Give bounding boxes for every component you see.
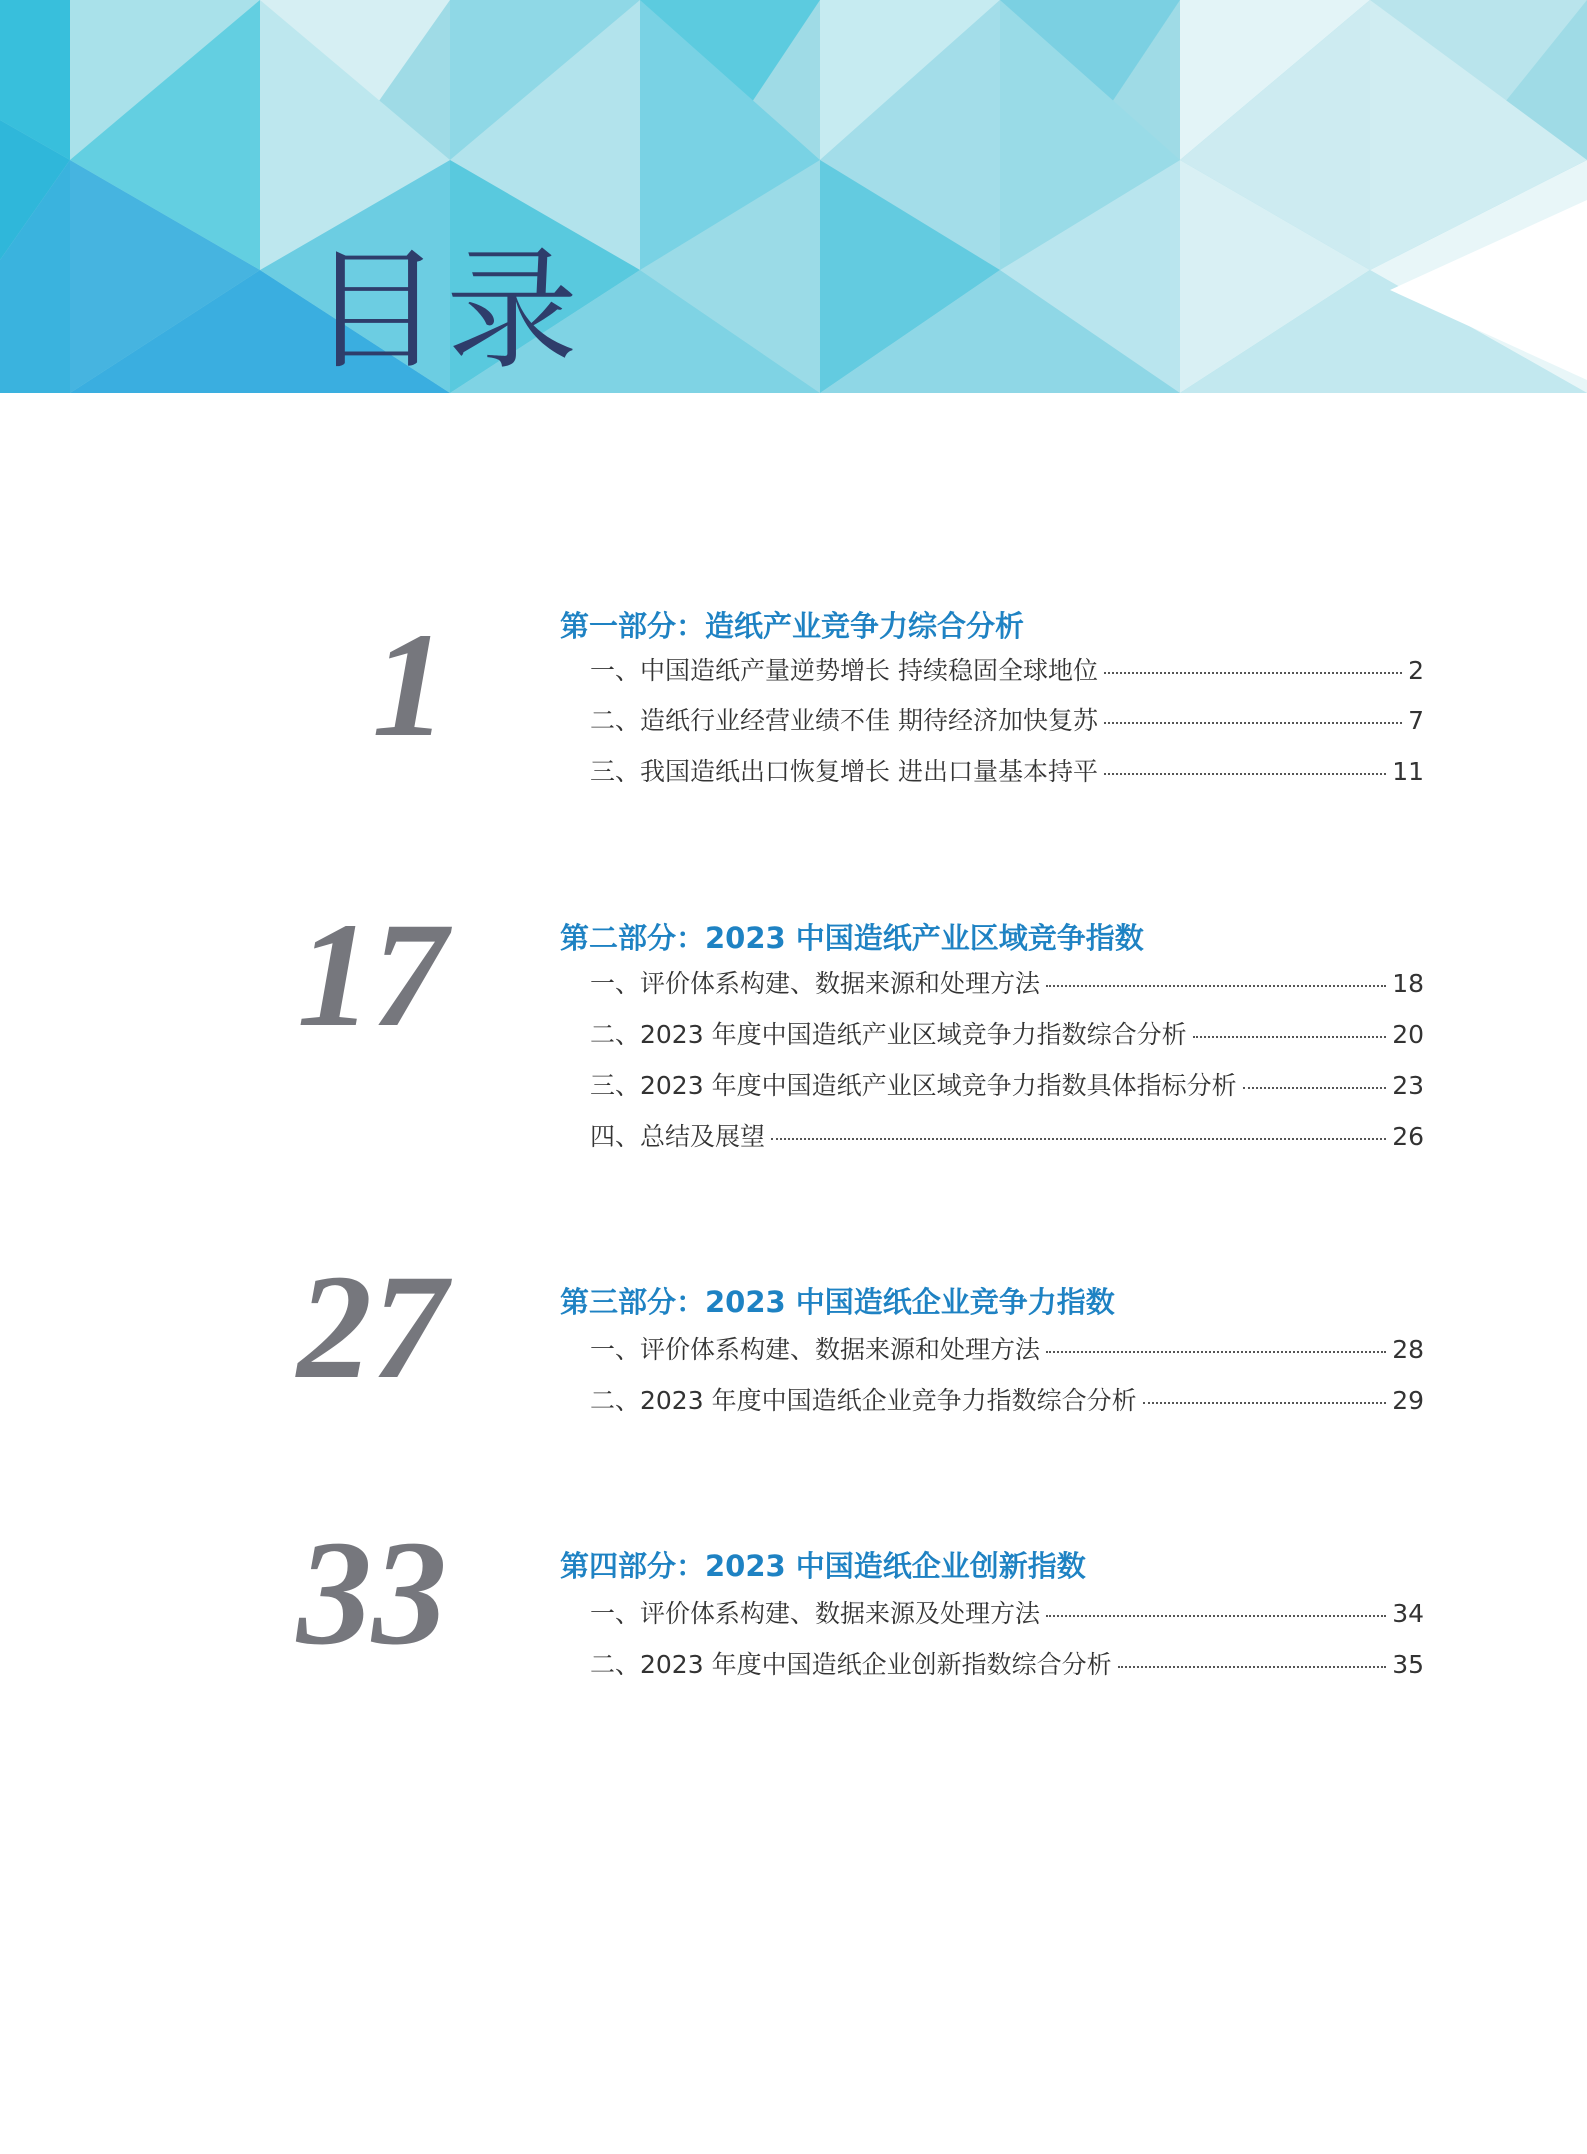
- dot-leader: [1104, 773, 1386, 775]
- section-title[interactable]: 第三部分：2023 中国造纸企业竞争力指数: [560, 1285, 1115, 1319]
- toc-page-number: 29: [1392, 1386, 1424, 1415]
- toc-entry[interactable]: [590, 752, 1424, 792]
- toc-entry[interactable]: [590, 651, 1424, 691]
- toc-entry-text: 二、2023 年度中国造纸产业区域竞争力指数综合分析: [590, 1020, 1187, 1049]
- toc-entry-text: 一、评价体系构建、数据来源和处理方法: [590, 1335, 1041, 1364]
- toc-page-number: 7: [1408, 706, 1424, 735]
- toc-page-number: 26: [1392, 1122, 1424, 1151]
- toc-entry[interactable]: [590, 1381, 1424, 1421]
- toc-entry-text: 一、评价体系构建、数据来源及处理方法: [590, 1599, 1041, 1628]
- page-title: 目录: [310, 234, 582, 388]
- toc-page-number: 2: [1408, 656, 1424, 685]
- toc-entry[interactable]: [590, 1645, 1424, 1685]
- toc-entry-text: 二、2023 年度中国造纸企业竞争力指数综合分析: [590, 1386, 1137, 1415]
- dot-leader: [1193, 1036, 1387, 1038]
- toc-entry[interactable]: [590, 1594, 1424, 1634]
- section-title[interactable]: 第四部分：2023 中国造纸企业创新指数: [560, 1549, 1086, 1583]
- toc-page-number: 18: [1392, 969, 1424, 998]
- toc-entry[interactable]: [590, 1330, 1424, 1370]
- toc-page-number: 28: [1392, 1335, 1424, 1364]
- toc-entry-text: 二、造纸行业经营业绩不佳 期待经济加快复苏: [590, 706, 1098, 735]
- section-number: 27: [297, 1244, 447, 1410]
- toc-entry[interactable]: [590, 1015, 1424, 1055]
- section-number: 1: [372, 602, 447, 768]
- section-title[interactable]: 第二部分：2023 中国造纸产业区域竞争指数: [560, 921, 1144, 955]
- dot-leader: [1046, 985, 1386, 987]
- toc-entry[interactable]: [590, 701, 1424, 741]
- section-number: 33: [297, 1510, 447, 1676]
- toc-entry-text: 三、2023 年度中国造纸产业区域竞争力指数具体指标分析: [590, 1071, 1237, 1100]
- toc-entry[interactable]: [590, 964, 1424, 1004]
- toc-entry-text: 四、总结及展望: [590, 1122, 766, 1151]
- dot-leader: [1243, 1087, 1387, 1089]
- dot-leader: [1143, 1402, 1387, 1404]
- triangle-pattern: [0, 0, 1587, 393]
- toc-entry-text: 三、我国造纸出口恢复增长 进出口量基本持平: [590, 757, 1098, 786]
- toc-entry-text: 一、中国造纸产量逆势增长 持续稳固全球地位: [590, 656, 1098, 685]
- section-title[interactable]: 第一部分：造纸产业竞争力综合分析: [560, 609, 1025, 643]
- dot-leader: [1104, 722, 1402, 724]
- toc-page-number: 35: [1392, 1650, 1424, 1679]
- toc-entry-text: 二、2023 年度中国造纸企业创新指数综合分析: [590, 1650, 1112, 1679]
- toc-page-number: 20: [1392, 1020, 1424, 1049]
- dot-leader: [771, 1138, 1386, 1140]
- dot-leader: [1046, 1615, 1386, 1617]
- dot-leader: [1118, 1666, 1387, 1668]
- toc-page-number: 11: [1392, 757, 1424, 786]
- toc-page-number: 34: [1392, 1599, 1424, 1628]
- toc-entry-text: 一、评价体系构建、数据来源和处理方法: [590, 969, 1041, 998]
- toc-entry[interactable]: [590, 1066, 1424, 1106]
- section-number: 17: [297, 892, 447, 1058]
- header-banner: [0, 0, 1587, 393]
- toc-entry[interactable]: [590, 1117, 1424, 1157]
- dot-leader: [1104, 672, 1402, 674]
- toc-page-number: 23: [1392, 1071, 1424, 1100]
- dot-leader: [1046, 1351, 1386, 1353]
